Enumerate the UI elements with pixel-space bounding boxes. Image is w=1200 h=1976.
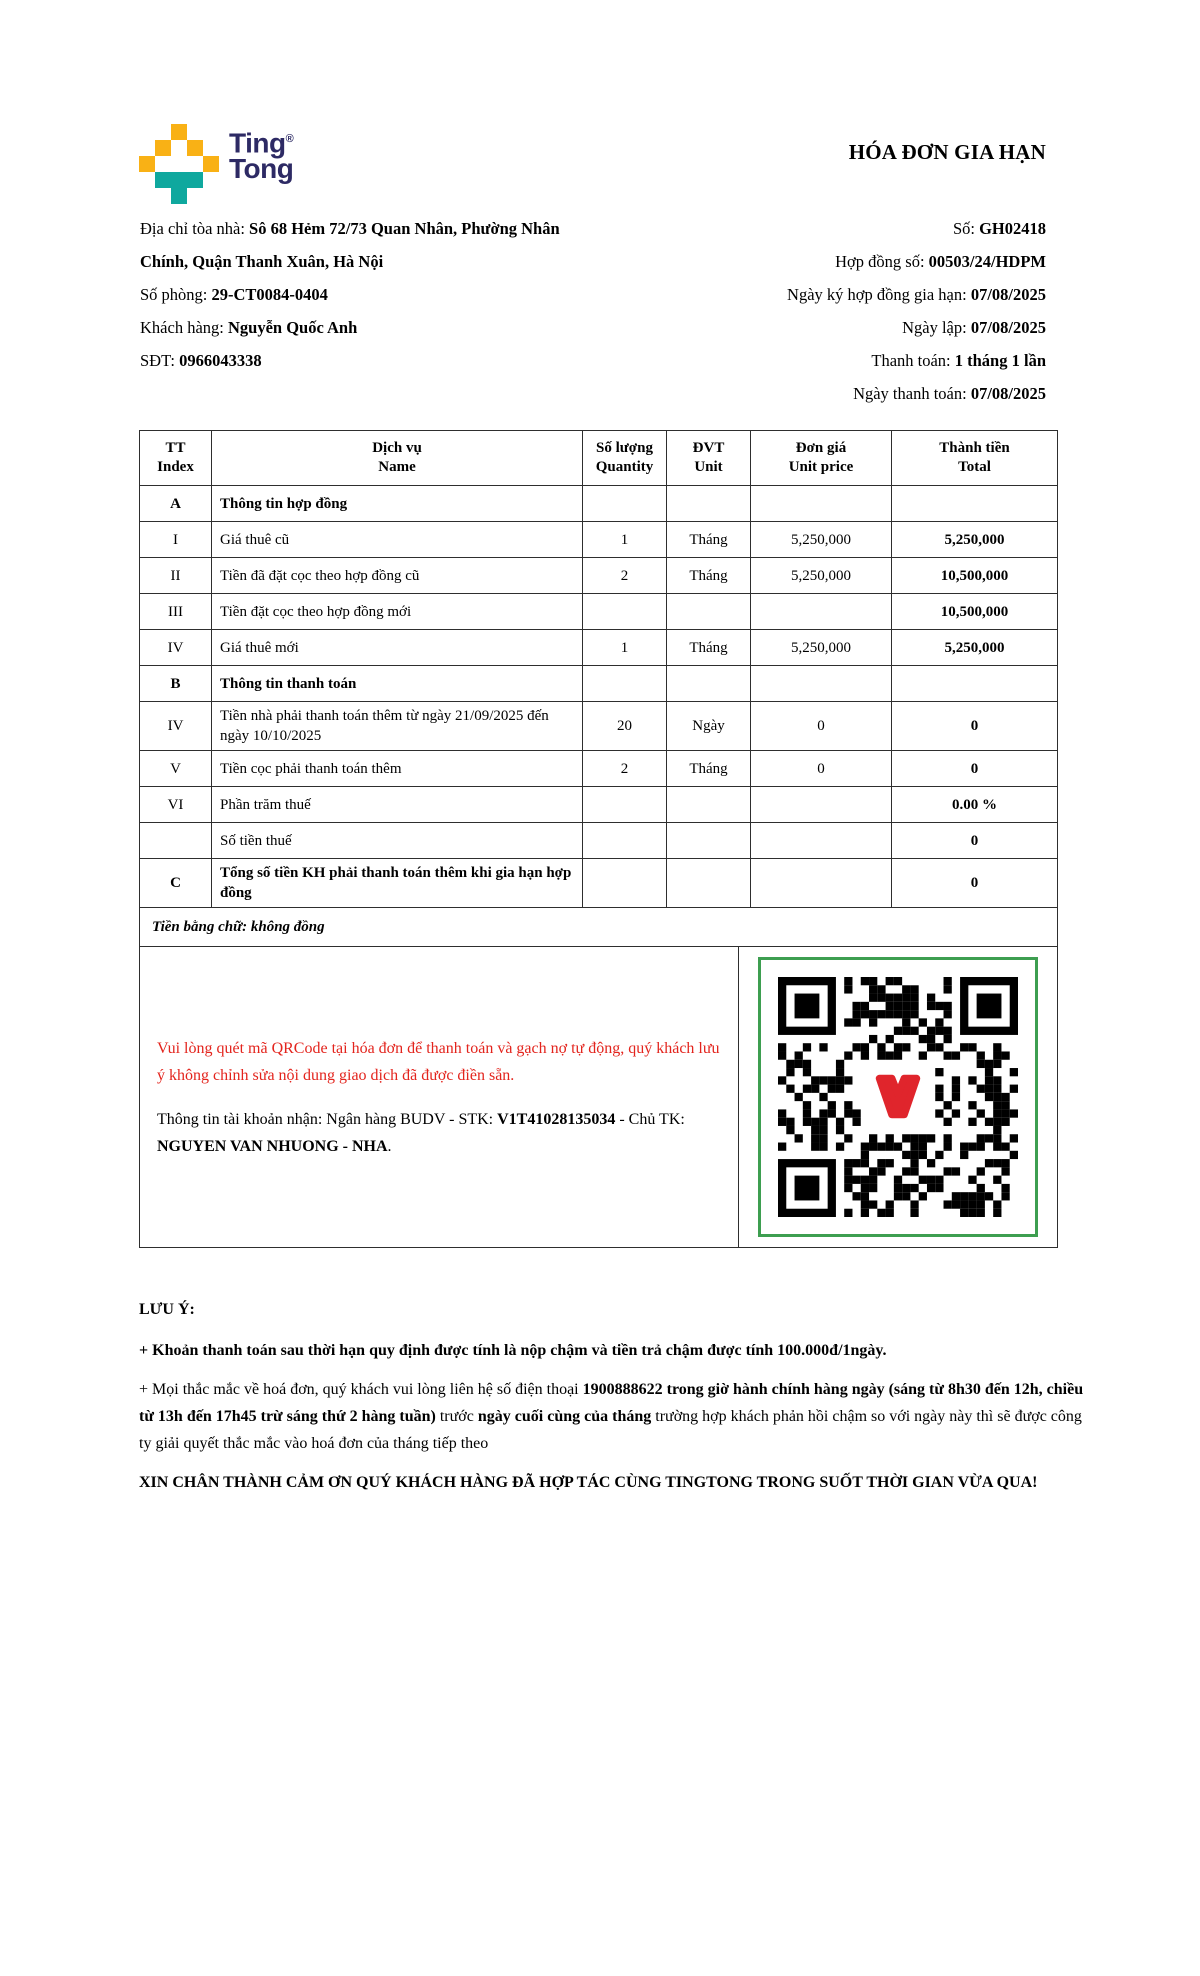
cell-index: V — [140, 751, 212, 787]
col-quantity: Số lượng Quantity — [583, 431, 667, 486]
cell-name: Thông tin thanh toán — [212, 666, 583, 702]
cell-index: VI — [140, 787, 212, 823]
cell-total: 0 — [892, 823, 1058, 859]
cell-index: I — [140, 522, 212, 558]
tingtong-logo — [139, 124, 293, 204]
cell-unit: Tháng — [667, 522, 751, 558]
cell-total: 5,250,000 — [892, 630, 1058, 666]
payment-qr-row — [140, 947, 1058, 1248]
payment-instructions — [140, 947, 738, 1247]
customer-info — [140, 212, 605, 377]
footer-notes — [139, 1296, 1089, 1508]
col-name: Dịch vụ Name — [212, 431, 583, 486]
qr-cell — [738, 947, 1057, 1247]
cell-unit — [667, 486, 751, 522]
cell-index: IV — [140, 702, 212, 751]
cell-name: Tiền cọc phải thanh toán thêm — [212, 751, 583, 787]
qr-warning-text: Vui lòng quét mã QRCode tại hóa đơn để thanh toán và gạch nợ tự động, quý khách lưu ý không chỉnh sửa nội dung giao dịch đã được điền sẵn. — [157, 1039, 720, 1084]
cell-qty: 2 — [583, 751, 667, 787]
cell-price — [751, 594, 892, 630]
room-number: Số phòng: 29-CT0084-0404 — [140, 285, 328, 304]
cell-qty — [583, 823, 667, 859]
cell-qty: 20 — [583, 702, 667, 751]
document-title: HÓA ĐƠN GIA HẠN — [848, 140, 1046, 164]
col-total: Thành tiền Total — [892, 431, 1058, 486]
cell-name: Tổng số tiền KH phải thanh toán thêm khi gia hạn hợp đồng — [212, 859, 583, 908]
table-row — [140, 702, 1058, 751]
invoice-meta — [787, 212, 1046, 410]
col-unit: ĐVT Unit — [667, 431, 751, 486]
issue-date: Ngày lập: 07/08/2025 — [902, 318, 1046, 337]
cell-unit: Tháng — [667, 751, 751, 787]
building-address: Địa chỉ tòa nhà: Sô 68 Hẻm 72/73 Quan Nhân, Phường Nhân Chính, Quận Thanh Xuân, Hà Nội — [140, 219, 560, 271]
customer-phone: SĐT: 0966043338 — [140, 351, 262, 370]
cell-price: 5,250,000 — [751, 558, 892, 594]
cell-total — [892, 486, 1058, 522]
cell-price — [751, 787, 892, 823]
cell-price: 0 — [751, 751, 892, 787]
cell-price: 5,250,000 — [751, 522, 892, 558]
table-row — [140, 594, 1058, 630]
late-payment-note: + Khoản thanh toán sau thời hạn quy định được tính là nộp chậm và tiền trả chậm được tính 100.000đ/1ngày. — [139, 1342, 887, 1359]
cell-qty — [583, 486, 667, 522]
customer-name: Khách hàng: Nguyễn Quốc Anh — [140, 318, 358, 337]
cell-unit — [667, 787, 751, 823]
cell-name: Tiền đã đặt cọc theo hợp đồng cũ — [212, 558, 583, 594]
col-unit-price: Đơn giá Unit price — [751, 431, 892, 486]
cell-qty — [583, 787, 667, 823]
cell-total: 0 — [892, 702, 1058, 751]
cell-price — [751, 486, 892, 522]
cell-unit: Tháng — [667, 630, 751, 666]
registered-mark: ® — [285, 133, 294, 145]
thank-you-message: XIN CHÂN THÀNH CẢM ƠN QUÝ KHÁCH HÀNG ĐÃ HỢP TÁC CÙNG TINGTONG TRONG SUỐT THỜI GIAN VỪA QUA! — [139, 1474, 1038, 1491]
invoice-number: Số: GH02418 — [952, 219, 1046, 238]
table-row — [140, 630, 1058, 666]
table-row — [140, 751, 1058, 787]
cell-qty: 1 — [583, 630, 667, 666]
cell-qty: 1 — [583, 522, 667, 558]
cell-unit — [667, 594, 751, 630]
cell-price — [751, 666, 892, 702]
cell-total: 0 — [892, 859, 1058, 908]
payment-qr-code — [778, 977, 1018, 1217]
table-row — [140, 558, 1058, 594]
cell-qty — [583, 859, 667, 908]
cell-price — [751, 859, 892, 908]
table-row — [140, 666, 1058, 702]
table-row — [140, 859, 1058, 908]
cell-total: 10,500,000 — [892, 558, 1058, 594]
contract-number: Hợp đồng số: 00503/24/HDPM — [835, 252, 1046, 271]
cell-name: Tiền nhà phải thanh toán thêm từ ngày 21/09/2025 đến ngày 10/10/2025 — [212, 702, 583, 751]
cell-index: A — [140, 486, 212, 522]
cell-total: 0.00 % — [892, 787, 1058, 823]
cell-index: II — [140, 558, 212, 594]
cell-name: Giá thuê mới — [212, 630, 583, 666]
cell-unit — [667, 666, 751, 702]
cell-index: C — [140, 859, 212, 908]
invoice-table — [139, 430, 1058, 1248]
table-row — [140, 486, 1058, 522]
cell-qty — [583, 594, 667, 630]
cell-total: 10,500,000 — [892, 594, 1058, 630]
renewal-sign-date: Ngày ký hợp đồng gia hạn: 07/08/2025 — [787, 285, 1046, 304]
cell-name: Giá thuê cũ — [212, 522, 583, 558]
table-header — [140, 431, 1058, 486]
cell-unit — [667, 823, 751, 859]
table-row — [140, 522, 1058, 558]
table-row — [140, 787, 1058, 823]
cell-total — [892, 666, 1058, 702]
cell-index: IV — [140, 630, 212, 666]
cell-price: 5,250,000 — [751, 630, 892, 666]
cell-index: III — [140, 594, 212, 630]
col-index: TT Index — [140, 431, 212, 486]
notes-heading: LƯU Ý: — [139, 1301, 195, 1318]
contact-note: + Mọi thắc mắc về hoá đơn, quý khách vui lòng liên hệ số điện thoại 1900888622 trong giờ hành chính hàng ngày (sáng từ 8h30 đến 12h, chiều từ 13h đến 17h45 trừ sáng thứ 2 hàng tuần) trước ngày cuối cùng của tháng trường hợp khách phản hồi chậm so với ngày này thì sẽ được công ty giải quyết thắc mắc vào hoá đơn của tháng tiếp theo — [139, 1381, 1084, 1452]
tingtong-wordmark: Ting® Tong — [229, 127, 294, 185]
cell-total: 5,250,000 — [892, 522, 1058, 558]
table-row — [140, 823, 1058, 859]
cell-unit: Ngày — [667, 702, 751, 751]
cell-qty: 2 — [583, 558, 667, 594]
cell-name: Số tiền thuế — [212, 823, 583, 859]
cell-name: Tiền đặt cọc theo hợp đồng mới — [212, 594, 583, 630]
bank-account-info: Thông tin tài khoản nhận: Ngân hàng BUDV - STK: V1T41028135034 - Chủ TK: NGUYEN VAN NHUONG - NHA. — [157, 1110, 685, 1155]
tingtong-pixel-arrow-icon — [139, 124, 219, 204]
amount-in-words: Tiền bằng chữ: không đồng — [140, 908, 1058, 947]
qr-green-frame — [758, 957, 1038, 1237]
cell-index: B — [140, 666, 212, 702]
cell-unit: Tháng — [667, 558, 751, 594]
cell-index — [140, 823, 212, 859]
cell-total: 0 — [892, 751, 1058, 787]
cell-name: Thông tin hợp đồng — [212, 486, 583, 522]
cell-name: Phần trăm thuế — [212, 787, 583, 823]
cell-unit — [667, 859, 751, 908]
cell-price — [751, 823, 892, 859]
payment-cycle: Thanh toán: 1 tháng 1 lần — [871, 351, 1046, 370]
amount-in-words-row — [140, 908, 1058, 947]
cell-qty — [583, 666, 667, 702]
payment-date: Ngày thanh toán: 07/08/2025 — [853, 384, 1046, 403]
cell-price: 0 — [751, 702, 892, 751]
